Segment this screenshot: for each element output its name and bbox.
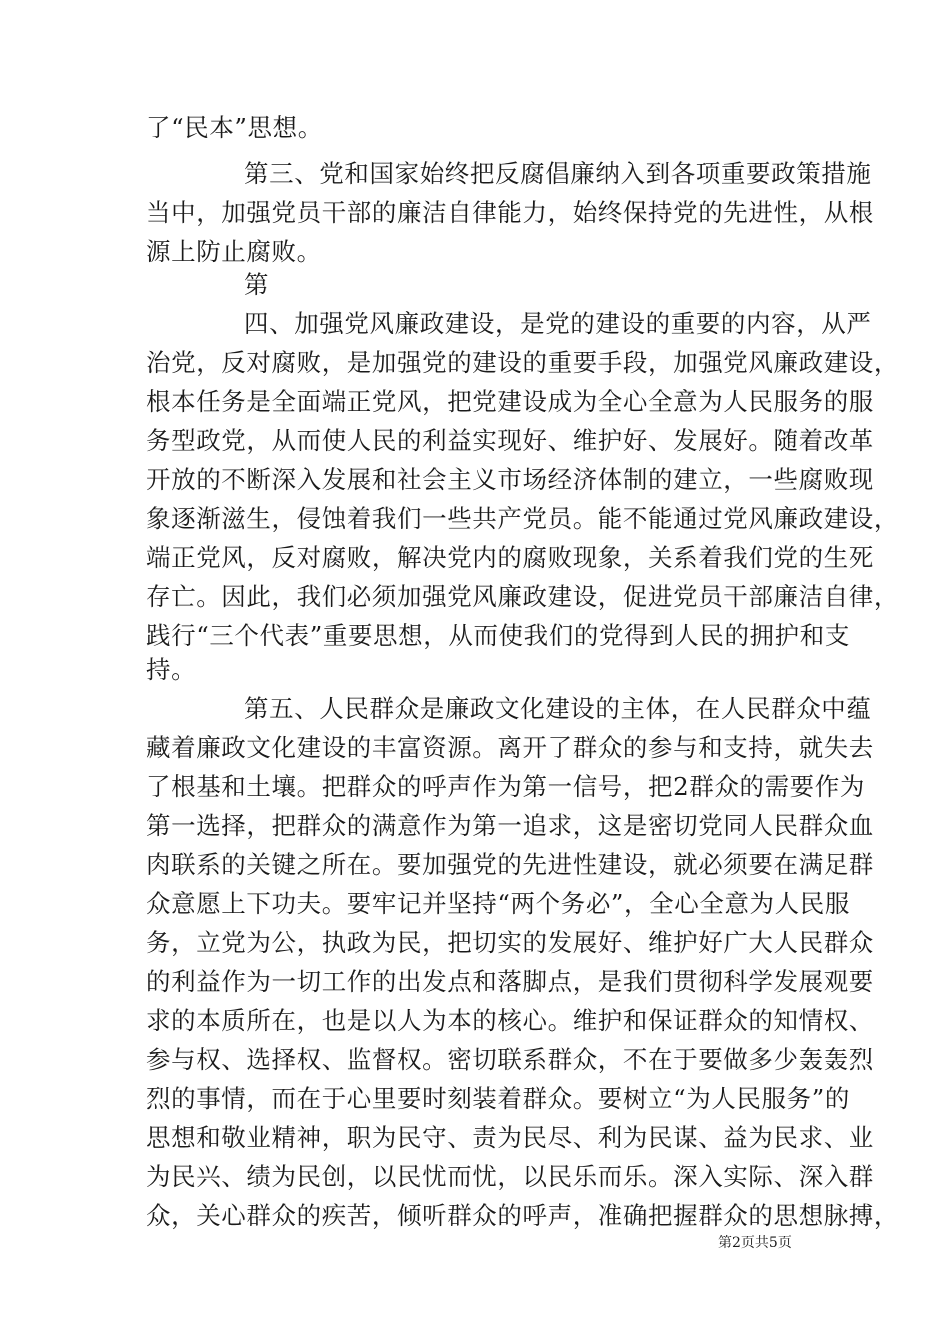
text-line: 四、加强党风廉政建设，是党的建设的重要的内容，从严 xyxy=(244,309,872,338)
text-line: 了根基和土壤。把群众的呼声作为第一信号，把2群众的需要作为 xyxy=(146,772,865,801)
text-line: 肉联系的关键之所在。要加强党的先进性建设，就必须要在满足群 xyxy=(146,850,874,879)
text-line: 求的本质所在，也是以人为本的核心。维护和保证群众的知情权、 xyxy=(146,1006,874,1035)
text-line: 存亡。因此，我们必须加强党风廉政建设，促进党员干部廉洁自律， xyxy=(146,582,899,611)
text-line: 端正党风，反对腐败，解决党内的腐败现象，关系着我们党的生死 xyxy=(146,543,874,572)
text-line: 治党，反对腐败，是加强党的建设的重要手段，加强党风廉政建设， xyxy=(146,348,899,377)
text-line: 务，立党为公，执政为民，把切实的发展好、维护好广大人民群众 xyxy=(146,928,874,957)
text-line: 为民兴、绩为民创，以民忧而忧，以民乐而乐。深入实际、深入群 xyxy=(146,1162,874,1191)
text-line: 源上防止腐败。 xyxy=(146,237,322,266)
text-line: 的利益作为一切工作的出发点和落脚点，是我们贯彻科学发展观要 xyxy=(146,967,874,996)
page-number-footer: 第2页共5页 xyxy=(718,1235,792,1251)
text-line: 烈的事情，而在于心里要时刻装着群众。要树立“为人民服务”的 xyxy=(146,1084,850,1113)
text-line: 持。 xyxy=(146,655,197,684)
text-line: 第三、党和国家始终把反腐倡廉纳入到各项重要政策措施 xyxy=(244,159,872,188)
text-line: 众意愿上下功夫。要牢记并坚持“两个务必”，全心全意为人民服 xyxy=(146,889,850,918)
text-line: 思想和敬业精神，职为民守、责为民尽、利为民谋、益为民求、业 xyxy=(146,1123,874,1152)
text-line: 第五、人民群众是廉政文化建设的主体，在人民群众中蕴 xyxy=(244,694,872,723)
text-line: 藏着廉政文化建设的丰富资源。离开了群众的参与和支持，就失去 xyxy=(146,733,874,762)
text-line: 参与权、选择权、监督权。密切联系群众，不在于要做多少轰轰烈 xyxy=(146,1045,874,1074)
text-line: 开放的不断深入发展和社会主义市场经济体制的建立，一些腐败现 xyxy=(146,465,874,494)
text-line: 务型政党，从而使人民的利益实现好、维护好、发展好。随着改革 xyxy=(146,426,874,455)
text-line: 第 xyxy=(244,270,270,299)
text-line: 当中，加强党员干部的廉洁自律能力，始终保持党的先进性，从根 xyxy=(146,198,874,227)
text-line: 践行“三个代表”重要思想，从而使我们的党得到人民的拥护和支 xyxy=(146,621,850,650)
text-line: 了“民本”思想。 xyxy=(146,113,323,142)
text-line: 众，关心群众的疾苦，倾听群众的呼声，准确把握群众的思想脉搏， xyxy=(146,1201,899,1230)
text-line: 第一选择，把群众的满意作为第一追求，这是密切党同人民群众血 xyxy=(146,811,874,840)
text-line: 象逐渐滋生，侵蚀着我们一些共产党员。能不能通过党风廉政建设， xyxy=(146,504,899,533)
text-line: 根本任务是全面端正党风，把党建设成为全心全意为人民服务的服 xyxy=(146,387,874,416)
